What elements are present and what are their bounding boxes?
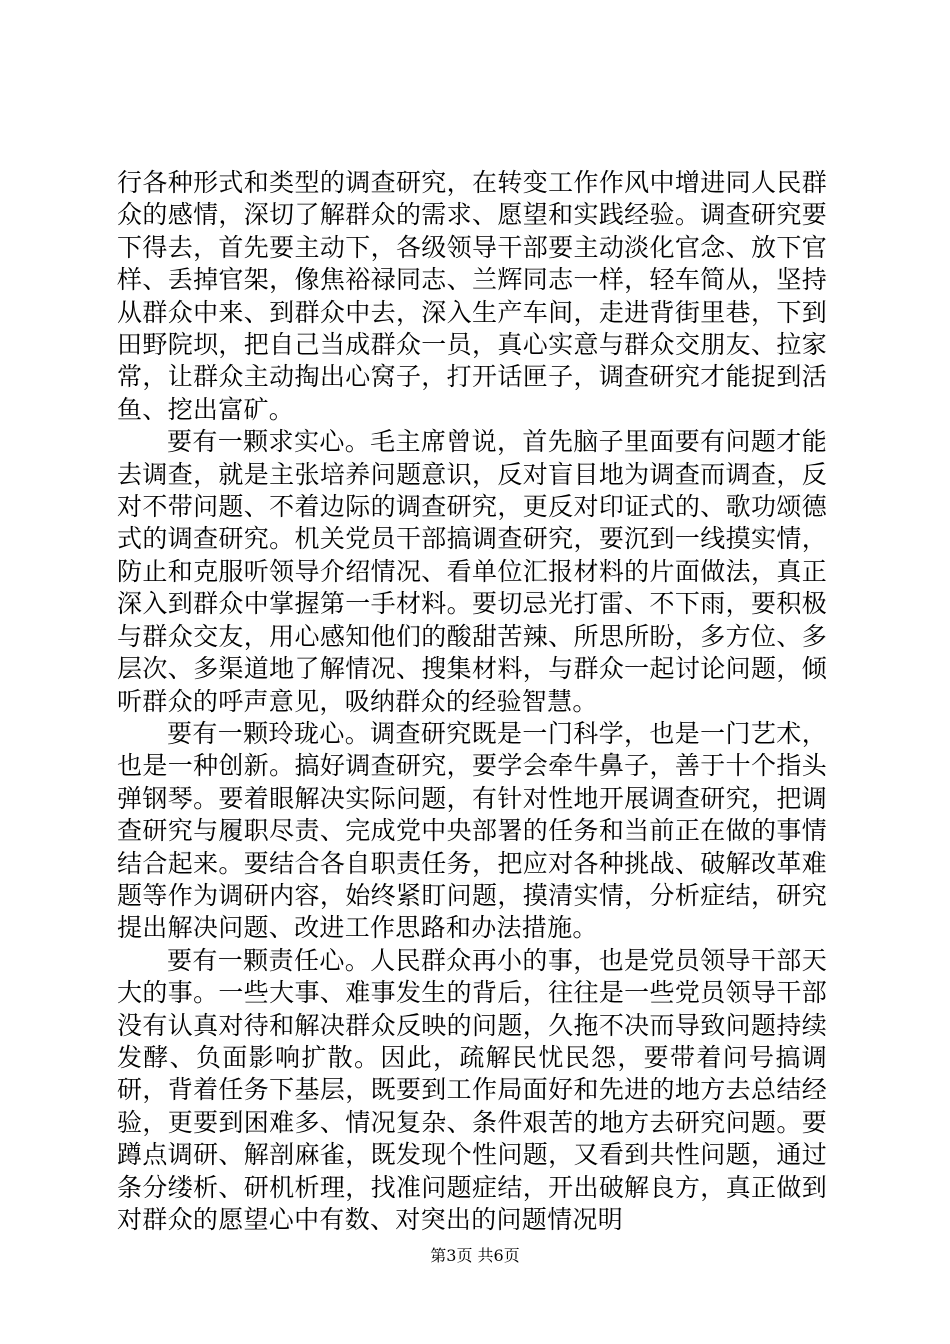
paragraph-3: 要有一颗玲珑心。调查研究既是一门科学，也是一门艺术，也是一种创新。搞好调查研究，要学会牵牛鼻子，善于十个指头弹钢琴。要着眼解决实际问题，有针对性地开展调查研究，把调查研究与履职尽责、完成党中央部署的任务和当前正在做的事情结合起来。要结合各自职责任务，把应对各种挑战、破解改革难题等作为调研内容，始终紧盯问题，摸清实情，分析症结，研究提出解决问题、改进工作思路和办法措施。 — [117, 718, 827, 943]
document-body — [117, 167, 827, 1236]
paragraph-1: 行各种形式和类型的调查研究，在转变工作作风中增进同人民群众的感情，深切了解群众的需求、愿望和实践经验。调查研究要下得去，首先要主动下，各级领导干部要主动淡化官念、放下官样、丢掉官架，像焦裕禄同志、兰辉同志一样，轻车简从，坚持从群众中来、到群众中去，深入生产车间，走进背街里巷，下到田野院坝，把自己当成群众一员，真心实意与群众交朋友、拉家常，让群众主动掏出心窝子，打开话匣子，调查研究才能捉到活鱼、挖出富矿。 — [117, 168, 827, 424]
paragraph-2: 要有一颗求实心。毛主席曾说，首先脑子里面要有问题才能去调查，就是主张培养问题意识，反对盲目地为调查而调查，反对不带问题、不着边际的调查研究，更反对印证式的、歌功颂德式的调查研究。机关党员干部搞调查研究，要沉到一线摸实情，防止和克服听领导介绍情况、看单位汇报材料的片面做法，真正深入到群众中掌握第一手材料。要切忌光打雷、不下雨，要积极与群众交友，用心感知他们的酸甜苦辣、所思所盼，多方位、多层次、多渠道地了解情况、搜集材料，与群众一起讨论问题，倾听群众的呼声意见，吸纳群众的经验智慧。 — [117, 427, 827, 716]
paragraph-4: 要有一颗责任心。人民群众再小的事，也是党员领导干部天大的事。一些大事、难事发生的背后，往往是一些党员领导干部没有认真对待和解决群众反映的问题，久拖不决而导致问题持续发酵、负面影响扩散。因此，疏解民忧民怨，要带着问号搞调研，背着任务下基层，既要到工作局面好和先进的地方去总结经验，更要到困难多、情况复杂、条件艰苦的地方去研究问题。要蹲点调研、解剖麻雀，既发现个性问题，又看到共性问题，通过条分缕析、研机析理，找准问题症结，开出破解良方，真正做到对群众的愿望心中有数、对突出的问题情况明 — [117, 945, 827, 1234]
page-number-footer: 第3页 共6页 — [430, 1246, 520, 1265]
